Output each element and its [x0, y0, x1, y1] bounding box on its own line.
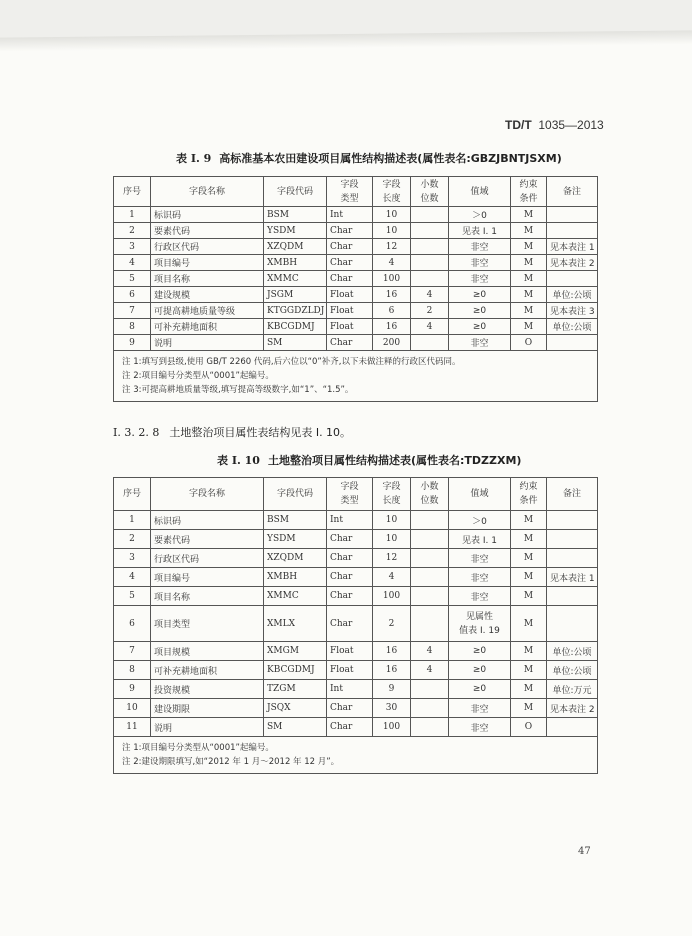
table1-caption: [176, 150, 562, 166]
cell-name: 标识码: [151, 207, 264, 223]
cell-type: Char: [327, 223, 373, 239]
cell-decimals: [411, 271, 449, 287]
col-constraint-header: [511, 177, 547, 207]
cell-code: YSDM: [264, 530, 327, 549]
cell-decimals: 2: [411, 303, 449, 319]
table-row: [114, 680, 598, 699]
cell-name: 行政区代码: [151, 549, 264, 568]
cell-decimals: [411, 606, 449, 642]
header-line: 约束: [519, 482, 538, 492]
col-decimals-header: [411, 478, 449, 511]
cell-type: Char: [327, 549, 373, 568]
cell-seq: 8: [114, 319, 151, 335]
cell-length: 2: [373, 606, 411, 642]
standard-prefix: TD/T: [505, 118, 532, 132]
cell-remark: 单位:万元: [547, 680, 598, 699]
table2-notes-row: [114, 737, 598, 774]
col-remark-header: 备注: [547, 478, 598, 511]
cell-length: 9: [373, 680, 411, 699]
header-line: 条件: [519, 193, 538, 204]
cell-range: 非空: [449, 239, 511, 255]
standard-header: [505, 118, 604, 132]
table-row: [114, 335, 598, 351]
cell-range-line: 非空: [470, 554, 489, 565]
cell-range: 非空: [449, 271, 511, 287]
cell-constraint: M: [511, 699, 547, 718]
cell-seq: 5: [114, 587, 151, 606]
cell-length: 16: [373, 642, 411, 661]
table1-header-row: [114, 177, 598, 207]
cell-length: 12: [373, 549, 411, 568]
cell-length: 10: [373, 207, 411, 223]
cell-code: BSM: [264, 207, 327, 223]
cell-type: Char: [327, 335, 373, 351]
table-row: [114, 661, 598, 680]
header-line: 字段: [382, 482, 401, 492]
section-paragraph: [113, 424, 351, 440]
cell-range: [449, 718, 511, 737]
cell-range-line: 见表 I. 1: [462, 535, 497, 546]
cell-constraint: M: [511, 642, 547, 661]
cell-length: 30: [373, 699, 411, 718]
table2-number: 表 I. 10: [217, 454, 260, 467]
cell-constraint: M: [511, 287, 547, 303]
cell-code: XMMC: [264, 587, 327, 606]
cell-code: XMBH: [264, 255, 327, 271]
col-range-header: 值域: [449, 177, 511, 207]
cell-type: Int: [327, 680, 373, 699]
cell-code: YSDM: [264, 223, 327, 239]
cell-range: 见表 I. 1: [449, 223, 511, 239]
cell-decimals: [411, 699, 449, 718]
col-range-header: 值域: [449, 478, 511, 511]
cell-name: 建设规模: [151, 287, 264, 303]
cell-seq: 8: [114, 661, 151, 680]
col-length-header: [373, 177, 411, 207]
cell-length: 12: [373, 239, 411, 255]
cell-code: XMLX: [264, 606, 327, 642]
cell-type: Float: [327, 319, 373, 335]
cell-range-line: ≥0: [472, 684, 487, 694]
cell-seq: 5: [114, 271, 151, 287]
cell-length: 10: [373, 511, 411, 530]
cell-type: Char: [327, 718, 373, 737]
cell-decimals: 4: [411, 319, 449, 335]
cell-range: [449, 699, 511, 718]
table2-title: 土地整治项目属性结构描述表(属性表名:TDZZXM): [267, 454, 522, 467]
cell-remark: 单位:公顷: [547, 661, 598, 680]
cell-seq: 4: [114, 568, 151, 587]
cell-constraint: M: [511, 239, 547, 255]
table-row: [114, 606, 598, 642]
cell-decimals: 4: [411, 287, 449, 303]
cell-range-line: ≥0: [472, 665, 487, 675]
cell-seq: 10: [114, 699, 151, 718]
cell-seq: 3: [114, 549, 151, 568]
cell-decimals: [411, 239, 449, 255]
header-line: 字段: [382, 179, 401, 190]
table-note: 注 3:可提高耕地质量等级,填写提高等级数字,如“1”、“1.5”。: [122, 385, 354, 395]
cell-seq: 7: [114, 642, 151, 661]
cell-range: 非空: [449, 335, 511, 351]
table-row: [114, 271, 598, 287]
standard-number: 1035—2013: [538, 118, 604, 132]
cell-name: 投资规模: [151, 680, 264, 699]
cell-remark: [547, 271, 598, 287]
cell-remark: [547, 718, 598, 737]
cell-constraint: M: [511, 319, 547, 335]
cell-decimals: 4: [411, 642, 449, 661]
table-row: [114, 207, 598, 223]
cell-remark: 单位:公顷: [547, 319, 598, 335]
cell-name: 项目类型: [151, 606, 264, 642]
cell-name: 项目编号: [151, 568, 264, 587]
cell-seq: 7: [114, 303, 151, 319]
table-row: [114, 568, 598, 587]
cell-seq: 11: [114, 718, 151, 737]
cell-code: XMBH: [264, 568, 327, 587]
cell-remark: 见本表注 2: [547, 255, 598, 271]
cell-range: [449, 530, 511, 549]
col-decimals-header: [411, 177, 449, 207]
cell-decimals: [411, 335, 449, 351]
cell-code: BSM: [264, 511, 327, 530]
cell-decimals: [411, 549, 449, 568]
cell-code: JSGM: [264, 287, 327, 303]
cell-type: Char: [327, 568, 373, 587]
table2: [113, 477, 598, 774]
cell-name: 可提高耕地质量等级: [151, 303, 264, 319]
cell-code: KTGGDZLDJ: [264, 303, 327, 319]
cell-code: XZQDM: [264, 239, 327, 255]
cell-remark: [547, 587, 598, 606]
cell-constraint: M: [511, 271, 547, 287]
cell-length: 10: [373, 223, 411, 239]
page-number: 47: [578, 846, 591, 857]
cell-type: Char: [327, 530, 373, 549]
cell-decimals: [411, 568, 449, 587]
col-code-header: 字段代码: [264, 177, 327, 207]
cell-range-line: 非空: [470, 723, 489, 734]
cell-remark: 见本表注 1: [547, 568, 598, 587]
cell-remark: 见本表注 3: [547, 303, 598, 319]
cell-decimals: [411, 718, 449, 737]
cell-name: 项目名称: [151, 587, 264, 606]
col-type-header: [327, 478, 373, 511]
header-line: 约束: [519, 179, 538, 190]
col-length-header: [373, 478, 411, 511]
cell-type: Char: [327, 587, 373, 606]
table-row: [114, 303, 598, 319]
header-line: 类型: [340, 193, 359, 204]
cell-constraint: O: [511, 718, 547, 737]
cell-remark: 见本表注 2: [547, 699, 598, 718]
cell-decimals: [411, 680, 449, 699]
cell-remark: [547, 549, 598, 568]
col-seq-header: 序号: [114, 177, 151, 207]
table-row: [114, 718, 598, 737]
cell-range: [449, 587, 511, 606]
cell-decimals: [411, 207, 449, 223]
cell-range: ≥0: [449, 287, 511, 303]
cell-name: 标识码: [151, 511, 264, 530]
table-note: 注 1:填写到县级,使用 GB/T 2260 代码,后六位以“0”补齐,以下未做注释的行政区代码同。: [122, 357, 461, 367]
cell-constraint: M: [511, 549, 547, 568]
cell-decimals: [411, 223, 449, 239]
table1-notes-row: [114, 351, 598, 402]
cell-decimals: [411, 530, 449, 549]
cell-range-line: ≥0: [472, 646, 487, 656]
table-row: [114, 287, 598, 303]
cell-range: ＞0: [449, 207, 511, 223]
cell-seq: 2: [114, 530, 151, 549]
cell-range-line: 非空: [470, 704, 489, 715]
cell-constraint: M: [511, 511, 547, 530]
cell-range: ≥0: [449, 319, 511, 335]
cell-range: [449, 661, 511, 680]
cell-length: 4: [373, 255, 411, 271]
table-row: [114, 239, 598, 255]
col-type-header: [327, 177, 373, 207]
section-text: 土地整治项目属性表结构见表 I. 10。: [169, 426, 352, 439]
cell-length: 100: [373, 587, 411, 606]
table-row: [114, 223, 598, 239]
cell-name: 行政区代码: [151, 239, 264, 255]
cell-range: [449, 606, 511, 642]
col-seq-header: 序号: [114, 478, 151, 511]
cell-type: Char: [327, 271, 373, 287]
cell-type: Char: [327, 255, 373, 271]
cell-range-line: 见属性: [465, 611, 493, 622]
cell-constraint: O: [511, 335, 547, 351]
col-name-header: 字段名称: [151, 177, 264, 207]
cell-seq: 1: [114, 207, 151, 223]
cell-code: XZQDM: [264, 549, 327, 568]
cell-length: 10: [373, 530, 411, 549]
cell-remark: [547, 207, 598, 223]
header-line: 小数: [420, 482, 439, 492]
cell-length: 6: [373, 303, 411, 319]
cell-code: SM: [264, 335, 327, 351]
cell-type: Int: [327, 511, 373, 530]
cell-range: ≥0: [449, 303, 511, 319]
cell-remark: [547, 335, 598, 351]
cell-seq: 9: [114, 335, 151, 351]
cell-range: 非空: [449, 255, 511, 271]
cell-constraint: M: [511, 223, 547, 239]
cell-decimals: [411, 587, 449, 606]
col-constraint-header: [511, 478, 547, 511]
cell-decimals: [411, 511, 449, 530]
table-row: [114, 587, 598, 606]
table2-caption: [217, 452, 521, 468]
cell-code: TZGM: [264, 680, 327, 699]
cell-remark: [547, 511, 598, 530]
cell-type: Int: [327, 207, 373, 223]
cell-range: [449, 549, 511, 568]
table1-title: 高标准基本农田建设项目属性结构描述表(属性表名:GBZJBNTJSXM): [219, 152, 562, 165]
cell-remark: [547, 530, 598, 549]
cell-remark: [547, 606, 598, 642]
cell-range: [449, 568, 511, 587]
col-code-header: 字段代码: [264, 478, 327, 511]
cell-range: [449, 642, 511, 661]
header-line: 长度: [382, 496, 401, 506]
cell-type: Char: [327, 606, 373, 642]
table-row: [114, 699, 598, 718]
cell-range: [449, 511, 511, 530]
table-note: 注 2:建设期限填写,如“2012 年 1 月～2012 年 12 月”。: [122, 757, 340, 767]
cell-type: Float: [327, 642, 373, 661]
cell-code: XMMC: [264, 271, 327, 287]
table-row: [114, 319, 598, 335]
cell-seq: 2: [114, 223, 151, 239]
table-row: [114, 255, 598, 271]
cell-length: 16: [373, 661, 411, 680]
cell-constraint: M: [511, 255, 547, 271]
header-line: 长度: [382, 193, 401, 204]
table-row: [114, 511, 598, 530]
cell-type: Float: [327, 661, 373, 680]
cell-length: 16: [373, 287, 411, 303]
table-row: [114, 642, 598, 661]
cell-name: 要素代码: [151, 530, 264, 549]
cell-remark: [547, 223, 598, 239]
table-row: [114, 549, 598, 568]
cell-remark: 单位:公顷: [547, 642, 598, 661]
cell-name: 项目名称: [151, 271, 264, 287]
cell-range-line: 非空: [470, 592, 489, 603]
cell-code: XMGM: [264, 642, 327, 661]
cell-name: 要素代码: [151, 223, 264, 239]
cell-constraint: M: [511, 303, 547, 319]
cell-name: 项目编号: [151, 255, 264, 271]
table-note: 注 1:项目编号分类型从“0001”起编号。: [122, 743, 274, 753]
cell-seq: 4: [114, 255, 151, 271]
cell-name: 说明: [151, 718, 264, 737]
cell-range-line: 非空: [470, 573, 489, 584]
cell-constraint: M: [511, 606, 547, 642]
header-line: 字段: [340, 482, 359, 492]
cell-length: 200: [373, 335, 411, 351]
cell-type: Char: [327, 239, 373, 255]
table1-notes: [114, 351, 598, 402]
cell-range-line: 值表 I. 19: [459, 625, 500, 636]
col-name-header: 字段名称: [151, 478, 264, 511]
cell-name: 可补充耕地面积: [151, 661, 264, 680]
cell-constraint: M: [511, 530, 547, 549]
cell-seq: 9: [114, 680, 151, 699]
header-line: 位数: [420, 496, 439, 506]
cell-length: 4: [373, 568, 411, 587]
cell-constraint: M: [511, 207, 547, 223]
header-line: 小数: [420, 179, 439, 190]
cell-seq: 6: [114, 287, 151, 303]
cell-seq: 6: [114, 606, 151, 642]
cell-range-line: ＞0: [472, 516, 487, 527]
cell-type: Float: [327, 287, 373, 303]
cell-code: KBCGDMJ: [264, 661, 327, 680]
cell-name: 说明: [151, 335, 264, 351]
cell-decimals: 4: [411, 661, 449, 680]
table2-header-row: [114, 478, 598, 511]
table-note: 注 2:项目编号分类型从“0001”起编号。: [122, 371, 274, 381]
header-line: 类型: [340, 496, 359, 506]
header-line: 位数: [420, 193, 439, 204]
cell-type: Char: [327, 699, 373, 718]
table2-notes: [114, 737, 598, 774]
cell-type: Float: [327, 303, 373, 319]
header-line: 字段: [340, 179, 359, 190]
cell-remark: 见本表注 1: [547, 239, 598, 255]
cell-seq: 1: [114, 511, 151, 530]
cell-decimals: [411, 255, 449, 271]
cell-range: [449, 680, 511, 699]
cell-code: KBCGDMJ: [264, 319, 327, 335]
table-row: [114, 530, 598, 549]
cell-seq: 3: [114, 239, 151, 255]
cell-constraint: M: [511, 661, 547, 680]
table1-number: 表 I. 9: [176, 152, 212, 165]
table1: [113, 176, 598, 402]
cell-name: 可补充耕地面积: [151, 319, 264, 335]
cell-code: SM: [264, 718, 327, 737]
cell-length: 100: [373, 718, 411, 737]
cell-code: JSQX: [264, 699, 327, 718]
col-remark-header: 备注: [547, 177, 598, 207]
cell-length: 100: [373, 271, 411, 287]
cell-constraint: M: [511, 587, 547, 606]
cell-length: 16: [373, 319, 411, 335]
header-line: 条件: [519, 496, 538, 506]
cell-name: 项目规模: [151, 642, 264, 661]
cell-remark: 单位:公顷: [547, 287, 598, 303]
cell-constraint: M: [511, 680, 547, 699]
cell-name: 建设期限: [151, 699, 264, 718]
section-number: I. 3. 2. 8: [113, 426, 160, 439]
cell-constraint: M: [511, 568, 547, 587]
